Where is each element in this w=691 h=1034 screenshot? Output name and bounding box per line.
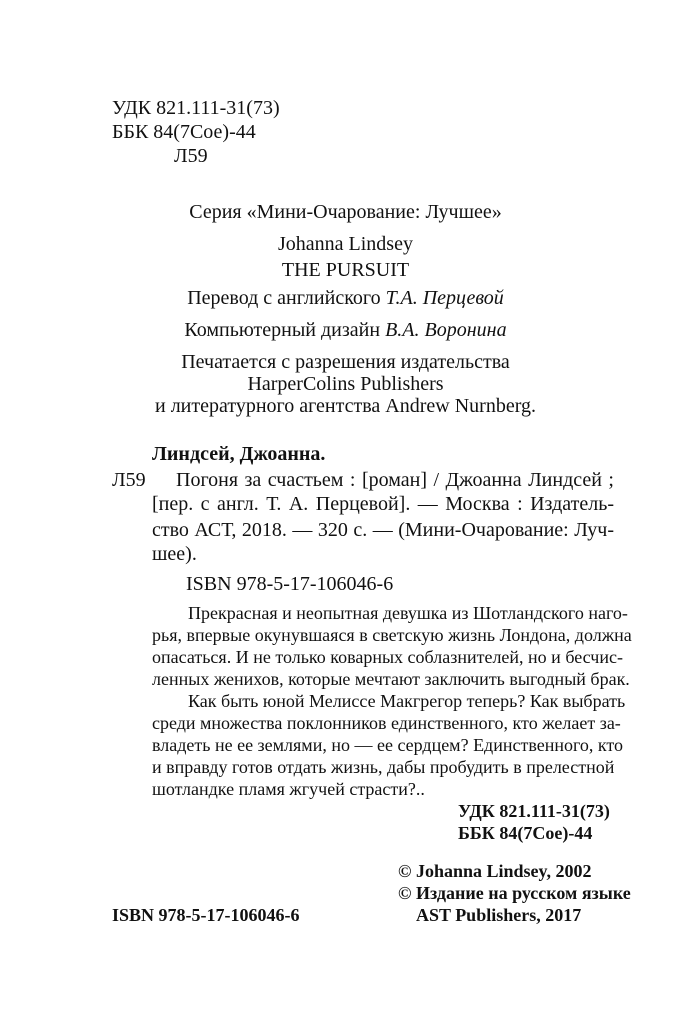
annotation-line-4: ленных женихов, которые мечтают заключить выгодный брак. xyxy=(152,669,630,689)
annotation-line-7: владеть не ее землями, но — ее сердцем? Единственного, кто xyxy=(152,735,624,755)
catalog-code: Л59 xyxy=(112,469,146,491)
udk-top: УДК 821.111-31(73) xyxy=(112,97,280,119)
annotation-line-8: и вправду готов отдать жизнь, дабы пробудить в прелестной xyxy=(152,757,615,777)
original-author: Johanna Lindsey xyxy=(278,233,413,255)
annotation-line-5: Как быть юной Мелиссе Макгрегор теперь? Как выбрать xyxy=(188,691,626,711)
copyright-line-1: © Johanna Lindsey, 2002 xyxy=(398,861,592,881)
author-code-top: Л59 xyxy=(174,145,208,167)
design-label: Компьютерный дизайн xyxy=(184,319,386,341)
copyright-line-2: © Издание на русском языке xyxy=(398,883,631,903)
translation-label: Перевод с английского xyxy=(187,287,386,309)
catalog-entry-line-3: ство АСТ, 2018. — 320 с. — (Мини-Очарование: Луч- xyxy=(152,519,614,541)
copyright-line-3: AST Publishers, 2017 xyxy=(416,905,582,925)
bottom-isbn: ISBN 978-5-17-106046-6 xyxy=(112,905,300,925)
design-line xyxy=(0,318,691,343)
catalog-author-heading: Линдсей, Джоанна. xyxy=(152,443,326,465)
catalog-entry-line-4: шее). xyxy=(152,543,197,565)
annotation-line-3: опасаться. И не только коварных соблазнителей, но и бесчис- xyxy=(152,647,623,667)
catalog-udk: УДК 821.111-31(73) xyxy=(458,801,610,821)
annotation-line-2: рья, впервые окунувшаяся в светскую жизнь Лондона, должна xyxy=(152,625,632,645)
catalog-bbk: ББК 84(7Сое)-44 xyxy=(458,823,593,843)
permission-line-3: и литературного агентства Andrew Nurnberg. xyxy=(154,395,536,417)
designer-name: В.А. Воронина xyxy=(385,319,507,341)
translation-line xyxy=(0,286,691,311)
translator-name: Т.А. Перцевой xyxy=(385,287,504,309)
annotation-line-9: шотландке пламя жгучей страсти?.. xyxy=(152,779,425,799)
catalog-entry-line-2: [пер. с англ. Т. А. Перцевой]. — Москва : Издатель- xyxy=(152,493,614,515)
bbk-top: ББК 84(7Сое)-44 xyxy=(112,121,256,143)
series-line: Серия «Мини-Очарование: Лучшее» xyxy=(189,201,502,223)
permission-line-1: Печатается с разрешения издательства xyxy=(181,351,510,373)
original-title: THE PURSUIT xyxy=(281,259,410,281)
annotation-line-1: Прекрасная и неопытная девушка из Шотландского наго- xyxy=(188,603,628,623)
permission-line-2: HarperColins Publishers xyxy=(247,373,444,395)
catalog-entry-line-1: Погоня за счастьем : [роман] / Джоанна Линдсей ; xyxy=(176,469,614,491)
catalog-isbn: ISBN 978-5-17-106046-6 xyxy=(186,573,394,595)
annotation-line-6: среди множества поклонников единственного, кто желает за- xyxy=(152,713,621,733)
